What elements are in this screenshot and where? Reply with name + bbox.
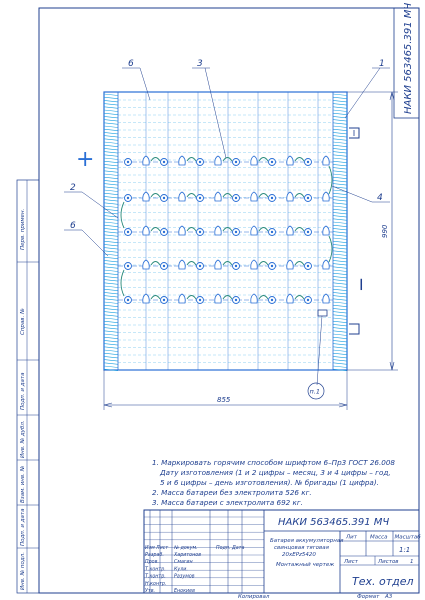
- vent-plug: [287, 294, 293, 303]
- title-block-grid: [144, 510, 264, 593]
- terminal-bracket-bottom: [349, 324, 359, 334]
- vent-plug: [143, 226, 149, 235]
- vent-plug: [323, 260, 329, 269]
- vent-plug: [143, 294, 149, 303]
- dimension-height-value: 990: [381, 224, 389, 238]
- technical-notes: [152, 458, 395, 507]
- side-col-6: Подп. и дата: [20, 508, 26, 546]
- row-link: [121, 202, 124, 228]
- intercell-link: [223, 194, 232, 198]
- vent-plug: [215, 226, 221, 235]
- format-label: Формат: [357, 594, 380, 600]
- vent-plug: [251, 226, 257, 235]
- signature-name: Енокиев: [174, 589, 195, 594]
- callout-6: [64, 221, 108, 256]
- callout-1: [345, 59, 390, 118]
- hatch-left-wall: [104, 94, 118, 371]
- side-col-2: Справ. №: [20, 308, 26, 335]
- vent-plug: [251, 294, 257, 303]
- callout-3-label: 3: [197, 59, 203, 69]
- signature-role: Т.контр.: [145, 574, 166, 580]
- signature-role: Н.контр.: [145, 581, 167, 587]
- intercell-link: [187, 158, 196, 162]
- vent-plug: [287, 226, 293, 235]
- product-line-4: Монтажный чертеж: [276, 562, 335, 568]
- terminal-bracket-top: [349, 128, 359, 138]
- tb-header-date: Дата: [232, 546, 245, 551]
- cell-terminals: [125, 156, 330, 304]
- copied-label: Копировал: [238, 594, 270, 600]
- vent-plug: [323, 226, 329, 235]
- side-stamp-columns: [17, 180, 39, 593]
- callout-6-label: 6: [70, 221, 76, 231]
- vent-plug: [251, 156, 257, 165]
- side-col-3: Подп. и дата: [20, 372, 26, 410]
- vent-plug: [179, 260, 185, 269]
- vent-plug: [215, 260, 221, 269]
- intercell-link: [295, 262, 304, 266]
- vent-plug: [251, 260, 257, 269]
- note-line-5: 3. Масса батареи с электролита 692 кг.: [152, 498, 303, 507]
- vent-plug: [215, 294, 221, 303]
- row-link: [121, 270, 124, 296]
- callout-2-label: 2: [70, 183, 76, 193]
- vent-plug: [215, 156, 221, 165]
- tb-header-doc: № докум.: [174, 546, 198, 551]
- vent-plug: [179, 226, 185, 235]
- intercell-link: [187, 194, 196, 198]
- vent-plug: [287, 260, 293, 269]
- signature-role: Утв.: [145, 589, 156, 594]
- intercell-link: [259, 158, 268, 162]
- vent-plug: [215, 192, 221, 201]
- product-line-3: 20хЕРz5420: [282, 552, 316, 558]
- signature-name: Разумов: [174, 574, 195, 580]
- title-block: [144, 510, 421, 594]
- tb-header-sign: Подп.: [216, 546, 231, 551]
- row-link: [329, 236, 332, 262]
- dimension-height: [347, 92, 398, 370]
- polarity-positive: +: [76, 147, 95, 172]
- sheets-value: 1: [410, 559, 414, 565]
- vent-plug: [251, 192, 257, 201]
- signature-name: Смагин: [174, 560, 193, 566]
- intercell-link: [151, 262, 160, 266]
- scale-value: 1:1: [399, 546, 411, 554]
- intercell-link: [259, 296, 268, 300]
- vent-plug: [287, 192, 293, 201]
- polarity-negative: −: [351, 276, 372, 292]
- callout-5-label: 6: [128, 59, 134, 69]
- cell-grid: [118, 92, 333, 370]
- side-col-4: Инв. № дубл.: [20, 420, 26, 458]
- detail-callout: [308, 316, 324, 399]
- vent-plug: [323, 192, 329, 201]
- vent-plug: [323, 294, 329, 303]
- hatch-right-wall: [333, 94, 347, 371]
- format-value: А3: [385, 594, 393, 600]
- intercell-connectors: [121, 158, 332, 300]
- note-line-3: 5 и 6 цифры – день изготовления). № бригады (1 цифра).: [160, 478, 379, 487]
- vent-plug: [143, 156, 149, 165]
- vent-plug: [287, 156, 293, 165]
- rotated-code-text: НАКИ 563465.391 МЧ: [403, 2, 414, 114]
- vent-plug: [143, 260, 149, 269]
- note-line-1: 1. Маркировать горячим способом шрифтом 6–Пр3 ГОСТ 26.008: [152, 458, 395, 467]
- intercell-link: [295, 158, 304, 162]
- product-line-2: свинцовая тяговая: [274, 545, 329, 551]
- note-line-2: Дату изготовления (1 и 2 цифры – месяц, 3 и 4 цифры – год,: [160, 468, 391, 477]
- intercell-link: [259, 262, 268, 266]
- intercell-link: [151, 228, 160, 232]
- vent-plug: [179, 156, 185, 165]
- dimension-width-value: 855: [217, 396, 231, 404]
- intercell-link: [187, 296, 196, 300]
- intercell-link: [259, 194, 268, 198]
- department: Тех. отдел: [352, 575, 414, 588]
- intercell-link: [223, 296, 232, 300]
- callout-3: [192, 59, 226, 158]
- intercell-link: [295, 296, 304, 300]
- product-line-1: Батарея аккумуляторная: [270, 538, 344, 544]
- title-code: НАКИ 563465.391 МЧ: [278, 517, 390, 528]
- intercell-link: [223, 262, 232, 266]
- intercell-link: [259, 228, 268, 232]
- lit-header: Лит: [346, 534, 357, 541]
- scale-header: Масштаб: [394, 534, 421, 541]
- rotated-code-box: [394, 3, 419, 118]
- intercell-link: [187, 228, 196, 232]
- intercell-link: [295, 228, 304, 232]
- intercell-link: [223, 158, 232, 162]
- tb-header-izm: Изм: [145, 546, 155, 551]
- callout-1-label: 1: [379, 59, 385, 69]
- signature-name: Харитонов: [174, 553, 202, 558]
- signature-name: Кули.: [174, 567, 188, 573]
- marking-plate: [318, 310, 327, 316]
- intercell-link: [223, 228, 232, 232]
- side-col-1: Перв. примен.: [20, 208, 26, 250]
- vent-plug: [323, 156, 329, 165]
- signature-role: Т.контр.: [145, 567, 166, 573]
- intercell-link: [151, 296, 160, 300]
- signature-role: Пров.: [145, 560, 159, 566]
- vent-plug: [179, 192, 185, 201]
- mass-header: Масса: [370, 534, 388, 541]
- sheets-label: Листов: [378, 559, 399, 565]
- intercell-link: [295, 194, 304, 198]
- detail-callout-label: п.1: [309, 387, 320, 396]
- signature-role: Разраб.: [145, 553, 164, 558]
- callout-4-label: 4: [377, 193, 383, 203]
- row-link: [329, 166, 332, 194]
- vent-plug: [179, 294, 185, 303]
- intercell-link: [151, 158, 160, 162]
- note-line-4: 2. Масса батареи без электролита 526 кг.: [152, 488, 312, 497]
- intercell-link: [151, 194, 160, 198]
- sheet-label: Лист: [344, 559, 358, 565]
- battery-assembly: [104, 92, 347, 371]
- vent-plug: [143, 192, 149, 201]
- side-col-5: Взам. инв. №: [20, 465, 26, 503]
- tb-header-list: Лист: [156, 546, 169, 551]
- side-col-7: Инв. № подл.: [20, 552, 26, 590]
- title-block-signature-rows: [145, 552, 201, 594]
- intercell-link: [187, 262, 196, 266]
